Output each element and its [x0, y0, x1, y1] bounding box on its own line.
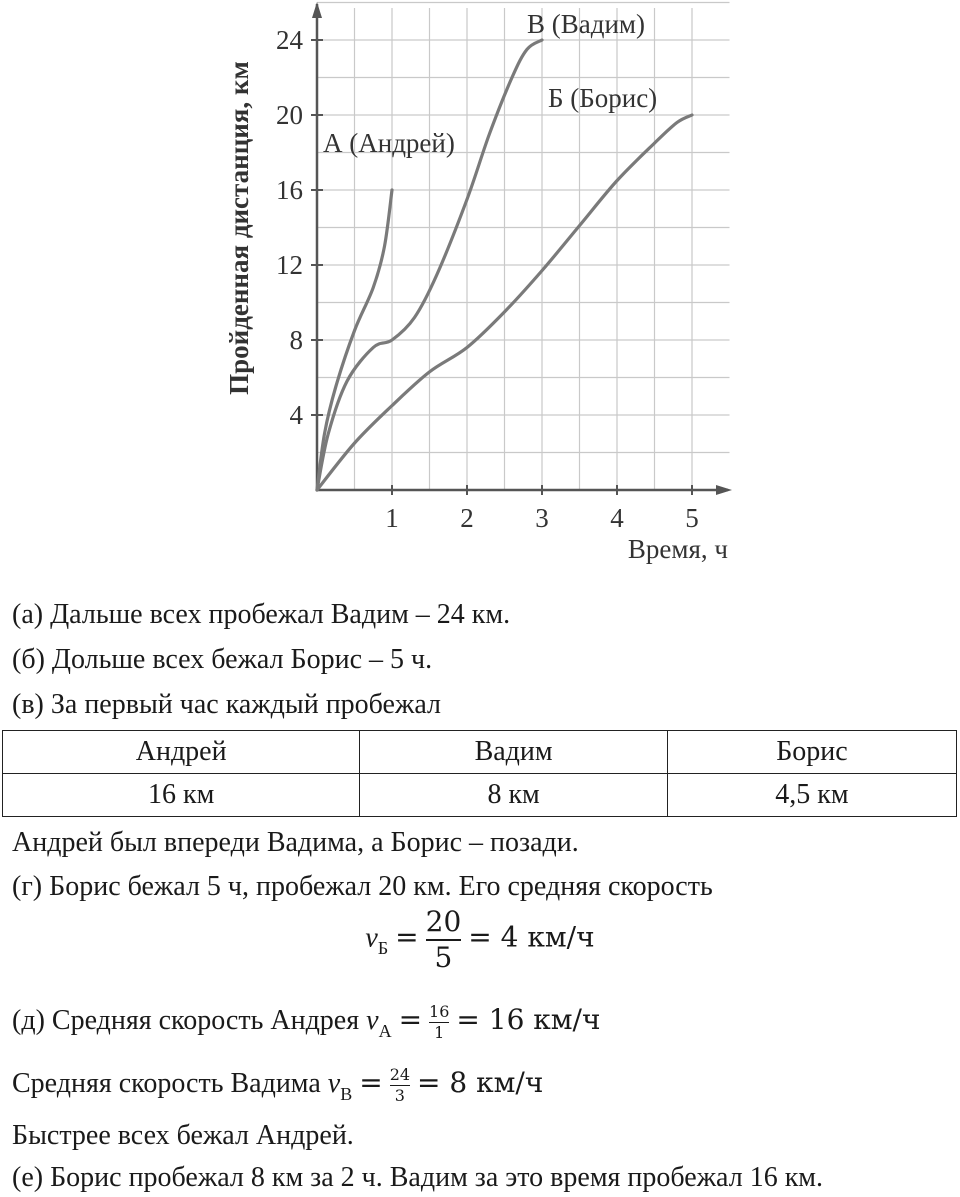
- answer-vadim-speed: [12, 1066, 543, 1104]
- fraction-numerator: 20: [425, 905, 462, 938]
- series-label: Б (Борис): [548, 83, 658, 113]
- y-tick-label: 12: [276, 250, 303, 280]
- vadim-speed-prefix: Средняя скорость Вадима: [12, 1068, 321, 1099]
- fraction-denominator: 3: [394, 1086, 405, 1106]
- equals-sign: =: [398, 1003, 423, 1036]
- y-tick-label: 8: [289, 325, 303, 355]
- x-tick-label: 1: [385, 503, 399, 533]
- after-table-text: Андрей был впереди Вадима, а Борис – позади.: [12, 827, 579, 858]
- formula-result: = 8 км/ч: [417, 1066, 544, 1099]
- y-tick-label: 4: [289, 400, 303, 430]
- y-axis-arrow: [312, 2, 322, 18]
- fraction-numerator: 16: [429, 1002, 450, 1022]
- answer-g: (г) Борис бежал 5 ч, пробежал 20 км. Его средняя скорость: [12, 871, 713, 902]
- series-label: В (Вадим): [527, 9, 646, 39]
- table-cell: 4,5 км: [667, 774, 956, 817]
- fastest-text: Быстрее всех бежал Андрей.: [12, 1120, 354, 1151]
- y-tick-label: 20: [276, 100, 303, 130]
- formula-result: = 4 км/ч: [468, 920, 595, 954]
- answer-d-prefix: (д) Средняя скорость Андрея: [12, 1005, 360, 1036]
- velocity-symbol: v: [366, 1005, 379, 1036]
- y-tick-label: 24: [276, 25, 303, 55]
- velocity-subscript: А: [378, 1021, 392, 1041]
- distance-time-chart: [0, 0, 960, 590]
- fraction: [425, 905, 462, 974]
- fraction: [429, 1004, 449, 1041]
- answer-d: [12, 1003, 601, 1041]
- fraction-denominator: 5: [434, 941, 453, 974]
- x-tick-label: 2: [460, 503, 474, 533]
- x-tick-label: 5: [685, 503, 699, 533]
- y-axis-label: Пройденная дистанция, км: [224, 61, 254, 395]
- velocity-symbol: v: [365, 922, 378, 954]
- table-cell: 8 км: [360, 774, 668, 817]
- table-header-cell: Вадим: [360, 731, 668, 774]
- velocity-subscript: В: [340, 1084, 353, 1104]
- answer-a: (а) Дальше всех пробежал Вадим – 24 км.: [12, 599, 511, 630]
- answer-e: (е) Борис пробежал 8 км за 2 ч. Вадим за это время пробежал 16 км.: [12, 1162, 824, 1193]
- formula-boris: [0, 905, 960, 974]
- x-tick-label: 3: [535, 503, 549, 533]
- table-header-cell: Борис: [667, 731, 956, 774]
- answer-v: (в) За первый час каждый пробежал: [12, 689, 441, 720]
- x-axis-label: Время, ч: [627, 534, 728, 564]
- answer-b: (б) Дольше всех бежал Борис – 5 ч.: [12, 644, 433, 675]
- table-cell: 16 км: [3, 774, 360, 817]
- fraction-denominator: 1: [434, 1023, 445, 1043]
- equals-sign: =: [359, 1066, 383, 1099]
- x-axis-arrow: [716, 485, 732, 495]
- velocity-symbol: v: [327, 1068, 341, 1099]
- y-tick-label: 16: [276, 175, 303, 205]
- velocity-subscript: Б: [377, 938, 389, 959]
- table-row: [3, 774, 957, 817]
- x-tick-label: 4: [610, 503, 624, 533]
- table-header-cell: Андрей: [3, 731, 360, 774]
- table-header-row: [3, 731, 957, 774]
- fraction-numerator: 24: [389, 1065, 411, 1085]
- series-label: А (Андрей): [323, 128, 455, 158]
- first-hour-table: [2, 730, 957, 817]
- fraction: [390, 1067, 410, 1104]
- equals-sign: =: [395, 920, 419, 954]
- formula-result: = 16 км/ч: [456, 1003, 601, 1036]
